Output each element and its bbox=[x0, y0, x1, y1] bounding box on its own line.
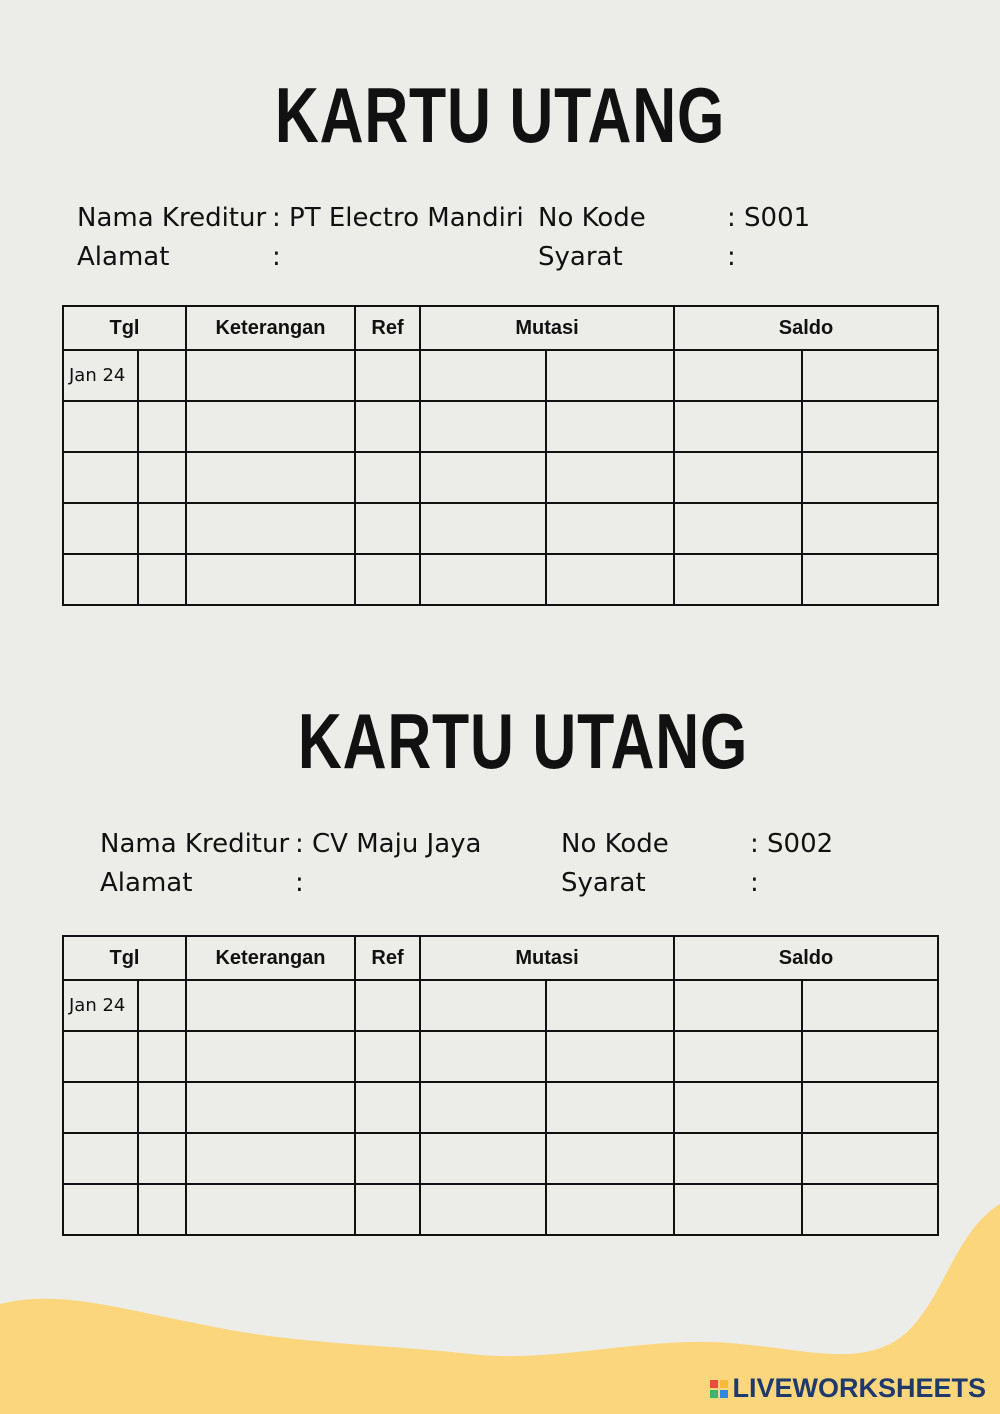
table-row bbox=[63, 1133, 938, 1184]
table-cell[interactable] bbox=[138, 401, 186, 452]
table-cell[interactable] bbox=[546, 980, 674, 1031]
table-cell[interactable] bbox=[674, 1031, 802, 1082]
nama-kreditur-label: Nama Kreditur bbox=[77, 203, 267, 233]
table-cell[interactable] bbox=[802, 980, 938, 1031]
table-header-row bbox=[63, 936, 938, 980]
nama-kreditur-value: : CV Maju Jaya bbox=[295, 829, 482, 859]
table-row bbox=[63, 503, 938, 554]
header-mutasi: Mutasi bbox=[420, 936, 674, 980]
card-1-info bbox=[77, 198, 877, 278]
header-ref: Ref bbox=[355, 306, 420, 350]
table-cell[interactable] bbox=[674, 980, 802, 1031]
table-cell[interactable] bbox=[63, 503, 138, 554]
syarat-label: Syarat bbox=[561, 868, 646, 898]
table-cell[interactable] bbox=[63, 401, 138, 452]
table-cell[interactable] bbox=[420, 503, 546, 554]
table-cell[interactable] bbox=[355, 401, 420, 452]
table-cell[interactable] bbox=[802, 350, 938, 401]
header-keterangan: Keterangan bbox=[186, 936, 355, 980]
table-row bbox=[63, 980, 938, 1031]
table-cell[interactable] bbox=[355, 1031, 420, 1082]
card-2-info bbox=[100, 824, 900, 904]
table-cell[interactable] bbox=[63, 452, 138, 503]
table-cell[interactable] bbox=[63, 554, 138, 605]
table-cell[interactable] bbox=[546, 350, 674, 401]
table-row bbox=[63, 401, 938, 452]
table-cell[interactable] bbox=[138, 1082, 186, 1133]
table-cell[interactable] bbox=[802, 1082, 938, 1133]
alamat-value: : bbox=[272, 242, 281, 272]
no-kode-value: : S001 bbox=[727, 203, 811, 233]
alamat-label: Alamat bbox=[77, 242, 170, 272]
table-cell[interactable] bbox=[186, 1031, 355, 1082]
header-saldo: Saldo bbox=[674, 306, 938, 350]
table-cell[interactable] bbox=[186, 401, 355, 452]
table-cell[interactable] bbox=[674, 1082, 802, 1133]
table-cell[interactable] bbox=[138, 350, 186, 401]
date-cell[interactable]: Jan 24 bbox=[63, 980, 138, 1031]
table-cell[interactable] bbox=[186, 503, 355, 554]
header-keterangan: Keterangan bbox=[186, 306, 355, 350]
table-cell[interactable] bbox=[355, 350, 420, 401]
table-cell[interactable] bbox=[420, 1133, 546, 1184]
header-ref: Ref bbox=[355, 936, 420, 980]
table-cell[interactable] bbox=[420, 1031, 546, 1082]
table-cell[interactable] bbox=[138, 980, 186, 1031]
table-cell[interactable] bbox=[674, 554, 802, 605]
table-cell[interactable] bbox=[420, 1082, 546, 1133]
ledger-table-1 bbox=[62, 305, 939, 606]
table-cell[interactable] bbox=[674, 1133, 802, 1184]
table-cell[interactable] bbox=[674, 452, 802, 503]
no-kode-label: No Kode bbox=[538, 203, 646, 233]
table-cell[interactable] bbox=[674, 401, 802, 452]
table-cell[interactable] bbox=[802, 401, 938, 452]
table-cell[interactable] bbox=[802, 1031, 938, 1082]
table-cell[interactable] bbox=[546, 1031, 674, 1082]
table-cell[interactable] bbox=[674, 350, 802, 401]
header-tgl: Tgl bbox=[63, 306, 186, 350]
table-row bbox=[63, 1031, 938, 1082]
table-cell[interactable] bbox=[186, 1082, 355, 1133]
liveworksheets-logo-icon bbox=[710, 1380, 728, 1398]
syarat-label: Syarat bbox=[538, 242, 623, 272]
syarat-value: : bbox=[750, 868, 759, 898]
table-cell[interactable] bbox=[802, 1133, 938, 1184]
table-cell[interactable] bbox=[186, 1133, 355, 1184]
nama-kreditur-label: Nama Kreditur bbox=[100, 829, 290, 859]
table-cell[interactable] bbox=[186, 980, 355, 1031]
table-cell[interactable] bbox=[802, 452, 938, 503]
header-tgl: Tgl bbox=[63, 936, 186, 980]
table-cell[interactable] bbox=[186, 554, 355, 605]
liveworksheets-brand[interactable] bbox=[710, 1373, 986, 1404]
table-cell[interactable] bbox=[802, 503, 938, 554]
table-cell[interactable] bbox=[355, 1133, 420, 1184]
table-cell[interactable] bbox=[355, 980, 420, 1031]
table-cell[interactable] bbox=[355, 1082, 420, 1133]
table-cell[interactable] bbox=[420, 554, 546, 605]
table-row bbox=[63, 452, 938, 503]
table-cell[interactable] bbox=[138, 503, 186, 554]
table-cell[interactable] bbox=[546, 1133, 674, 1184]
table-cell[interactable] bbox=[420, 350, 546, 401]
table-cell[interactable] bbox=[420, 401, 546, 452]
table-cell[interactable] bbox=[186, 452, 355, 503]
table-cell[interactable] bbox=[63, 1082, 138, 1133]
date-cell[interactable]: Jan 24 bbox=[63, 350, 138, 401]
alamat-label: Alamat bbox=[100, 868, 193, 898]
card-2-title: KARTU UTANG bbox=[297, 697, 749, 785]
logo-square bbox=[710, 1390, 718, 1398]
table-cell[interactable] bbox=[802, 554, 938, 605]
header-mutasi: Mutasi bbox=[420, 306, 674, 350]
alamat-value: : bbox=[295, 868, 304, 898]
table-cell[interactable] bbox=[420, 452, 546, 503]
table-cell[interactable] bbox=[138, 1133, 186, 1184]
table-cell[interactable] bbox=[546, 1082, 674, 1133]
header-saldo: Saldo bbox=[674, 936, 938, 980]
card-1-title: KARTU UTANG bbox=[274, 71, 726, 159]
table-cell[interactable] bbox=[186, 350, 355, 401]
table-cell[interactable] bbox=[138, 452, 186, 503]
logo-square bbox=[710, 1380, 718, 1388]
table-header-row bbox=[63, 306, 938, 350]
table-row bbox=[63, 554, 938, 605]
table-cell[interactable] bbox=[420, 980, 546, 1031]
logo-square bbox=[720, 1380, 728, 1388]
nama-kreditur-value: : PT Electro Mandiri bbox=[272, 203, 524, 233]
ledger-table-2 bbox=[62, 935, 939, 1236]
table-cell[interactable] bbox=[355, 554, 420, 605]
table-row bbox=[63, 1082, 938, 1133]
table-cell[interactable] bbox=[63, 1133, 138, 1184]
logo-square bbox=[720, 1390, 728, 1398]
table-cell[interactable] bbox=[355, 503, 420, 554]
table-cell[interactable] bbox=[546, 401, 674, 452]
no-kode-label: No Kode bbox=[561, 829, 669, 859]
table-cell[interactable] bbox=[546, 554, 674, 605]
table-cell[interactable] bbox=[138, 1031, 186, 1082]
table-cell[interactable] bbox=[546, 452, 674, 503]
table-cell[interactable] bbox=[138, 554, 186, 605]
no-kode-value: : S002 bbox=[750, 829, 834, 859]
table-cell[interactable] bbox=[63, 1031, 138, 1082]
table-cell[interactable] bbox=[546, 503, 674, 554]
syarat-value: : bbox=[727, 242, 736, 272]
table-row bbox=[63, 350, 938, 401]
table-cell[interactable] bbox=[355, 452, 420, 503]
brand-name: LIVEWORKSHEETS bbox=[732, 1373, 986, 1403]
table-cell[interactable] bbox=[674, 503, 802, 554]
